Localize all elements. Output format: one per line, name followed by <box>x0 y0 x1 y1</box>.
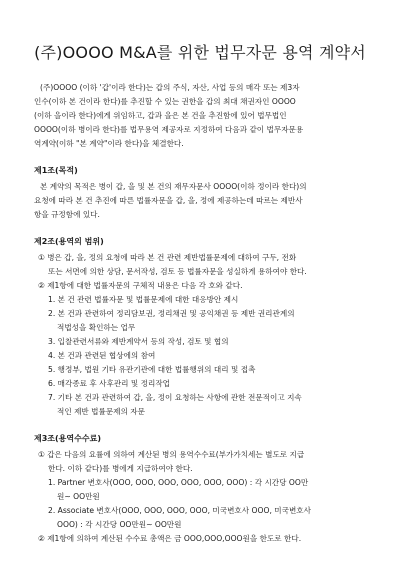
intro-line: 역계약(이하 "본 계약"이라 한다)을 체결한다. <box>34 139 184 148</box>
section-line: 본 계약의 목적은 병이 갑, 을 및 본 건의 재무자문사 OOOO(이하 정이라 한다)의 <box>40 182 307 191</box>
section-article-2 <box>34 236 366 419</box>
section-line: ② 제1항에 대한 법률자문의 구체적 내용은 다음 각 호와 같다. <box>38 281 243 290</box>
section-line: 또는 서면에 의한 상담, 문서작성, 검토 등 법률자문을 성실하게 용하여야 한다. <box>48 267 307 276</box>
section-line: 6. 매각종료 후 사후관리 및 정리작업 <box>48 379 171 388</box>
section-line: 2. Associate 변호사(OOO, OOO, OOO, OOO, 미국변호사 OOO, 미국변호사 <box>48 506 311 515</box>
section-heading: 제1조(목적) <box>34 166 78 175</box>
section-line: ① 갑은 다음의 요률에 의하여 계산된 병의 용역수수료(부가가치세는 별도로 지급 <box>38 450 305 459</box>
section-line: 7. 기타 본 건과 관련하여 갑, 을, 정이 요청하는 사항에 관한 전문적이고 지속 <box>48 393 302 402</box>
section-line: 원~ OO만원 <box>57 492 100 501</box>
section-heading: 제2조(용역의 범위) <box>34 237 104 246</box>
section-line: ② 제1항에 의하여 계산된 수수료 총액은 금 OOO,OOO,OOO원을 한도로 한다. <box>38 534 302 543</box>
intro-line: (주)OOOO (이하 '갑'이라 한다)는 갑의 주식, 자산, 사업 등의 매각 또는 제3자 <box>40 83 300 92</box>
section-line: 요청에 따라 본 건 추진에 따른 법률자문을 갑, 을, 정에 제공하는데 따르는 제반사 <box>34 196 303 205</box>
section-line: ① 병은 갑, 을, 정의 요청에 따라 본 건 관련 제반법률문제에 대하여 구두, 전화 <box>38 253 297 262</box>
section-line: OOO) : 각 시간당 OO만원~ OO만원 <box>57 520 182 529</box>
intro-line: OOOO(이하 병이라 한다)를 법무용역 제공자로 지정하여 다음과 같이 법무자문용 <box>34 125 304 134</box>
document-title: (주)OOOO M&A를 위한 법무자문 용역 계약서 <box>34 43 366 62</box>
section-line: 5. 행정부, 법원 기타 유관기관에 대한 법률행위의 대리 및 접촉 <box>48 365 256 374</box>
section-line: 1. Partner 변호사(OOO, OOO, OOO, OOO, OOO, OOO) : 각 시간당 OO만 <box>48 478 309 487</box>
section-line: 3. 입찰관련서류와 제반계약서 등의 작성, 검토 및 협의 <box>48 337 229 346</box>
section-heading: 제3조(용역수수료) <box>34 434 101 443</box>
section-line: 4. 본 건과 관련된 협상에의 참여 <box>48 351 156 360</box>
section-line: 항을 규정함에 있다. <box>34 210 100 219</box>
section-article-1 <box>34 165 366 222</box>
section-line: 1. 본 건 관련 법률자문 및 법률문제에 대한 대응방안 제시 <box>48 295 239 304</box>
section-article-3 <box>34 433 366 546</box>
intro-line: 인수(이하 본 건이라 한다)를 추진할 수 있는 권한을 갑의 최대 채권자인 OOOO <box>34 97 296 106</box>
section-line: 2. 본 건과 관련하여 정리담보권, 정리채권 및 공익채권 등 제반 권리관계의 <box>48 309 295 318</box>
section-line: 적인 제반 법률문제의 자문 <box>57 407 145 416</box>
section-line: 적법성을 확인하는 업무 <box>57 323 136 332</box>
intro-line: (이하 을이라 한다)에게 위임하고, 갑과 을은 본 건을 추진함에 있어 법무법인 <box>34 111 287 120</box>
section-line: 한다. 이하 같다)를 병에게 지급하여야 한다. <box>48 464 193 473</box>
intro-paragraph <box>34 81 366 151</box>
